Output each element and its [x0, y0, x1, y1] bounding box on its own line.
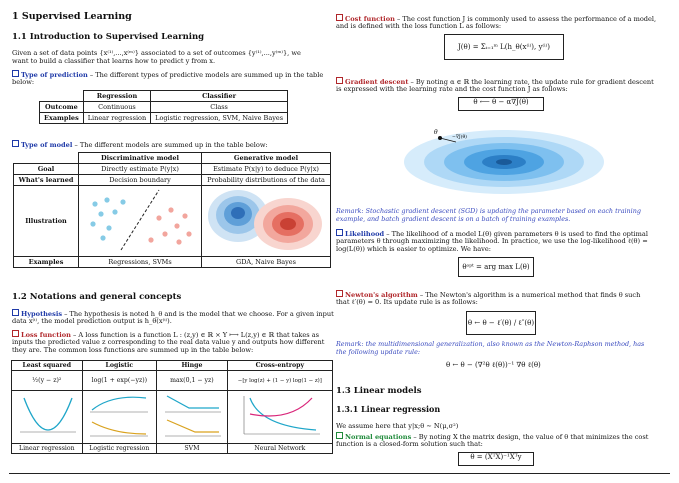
table-cell: Class [151, 102, 288, 113]
prediction-paragraph: Type of prediction – The different types of predictive models are summed up in the table [12, 70, 323, 79]
row-label: Examples [14, 257, 79, 268]
hypothesis-line-2: data x⁽ⁱ⁾, the model prediction output is h_θ(x⁽ⁱ⁾). [12, 317, 172, 325]
model-keyword: Type of model [12, 141, 72, 149]
table-cell: Regressions, SVMs [79, 257, 202, 268]
row-label: What's learned [14, 175, 79, 186]
likelihood-equation: θᵒᵖᵗ = arg max L(θ) [458, 257, 534, 277]
table-header: Classifier [151, 91, 288, 102]
theta-label: θ [434, 129, 438, 136]
loss-line-2: inputs the predicted value z corresponding to the real data value y and outputs how different [12, 338, 325, 346]
newton-remark-line-2: the following update rule: [336, 348, 421, 356]
table-cell: Estimate P(x|y) to deduce P(y|x) [202, 164, 331, 175]
row-label: Illustration [14, 186, 79, 257]
table-cell: Continuous [83, 102, 150, 113]
table-header: Discriminative model [79, 153, 202, 164]
cost-paragraph: Cost function – The cost function J is commonly used to assess the performance of a model, [336, 14, 656, 23]
subsection-title: 1.1 Introduction to Supervised Learning [12, 32, 205, 42]
model-paragraph: Type of model – The different models are summed up in the table below: [12, 140, 268, 149]
intro-line-1: Given a set of data points {x⁽¹⁾,...,x⁽ᵐ⁾} associated to a set of outcomes {y⁽¹⁾,...,y⁽ᵐ⁾}, we [12, 49, 301, 57]
logistic-plot [84, 392, 154, 440]
logistic-plot-cell [82, 391, 157, 444]
newton-line-2: that ℓ′(θ) = 0. Its update rule is as follows: [336, 298, 478, 306]
footer-rule [9, 473, 670, 474]
formula-cell: max(0,1 − yz) [157, 371, 228, 391]
loss-keyword: Loss function [12, 331, 71, 339]
newton-equation: θ ← θ − ℓ′(θ) / ℓ″(θ) [466, 311, 536, 335]
row-label: Examples [40, 113, 84, 124]
normal-equation: θ = (XᵀX)⁻¹Xᵀy [458, 452, 534, 466]
class-a-points [90, 197, 125, 240]
row-label: Outcome [40, 102, 84, 113]
hinge-plot-cell [157, 391, 228, 444]
table-header: Regression [83, 91, 150, 102]
normal-equations-paragraph: Normal equations – By noting X the matrix design, the value of θ that minimizes the cost [336, 432, 648, 441]
loss-table [11, 360, 333, 454]
model-table [13, 152, 331, 268]
red-distribution [254, 198, 322, 250]
hypothesis-paragraph: Hypothesis – The hypothesis is noted h_θ and is the model that we choose. For a given input [12, 309, 334, 318]
discriminative-illustration [79, 186, 202, 257]
table-cell: GDA, Naive Bayes [202, 257, 331, 268]
model-name-cell: Logistic regression [82, 444, 157, 454]
prediction-table [39, 90, 288, 124]
table-header: Hinge [157, 361, 228, 371]
newton-raphson-equation: θ ← θ − (∇²θ ℓ(θ))⁻¹ ∇θ ℓ(θ) [446, 361, 541, 369]
gradient-equation: θ ⟵ θ − α∇J(θ) [458, 97, 544, 111]
gradient-descent-illustration [396, 118, 616, 198]
model-name-cell: Linear regression [12, 444, 83, 454]
row-label: Goal [14, 164, 79, 175]
table-header: Cross-entropy [227, 361, 332, 371]
table-cell: Probability distributions of the data [202, 175, 331, 186]
table-cell: Logistic regression, SVM, Naive Bayes [151, 113, 288, 124]
cross-entropy-plot [230, 392, 330, 440]
model-name-cell: Neural Network [227, 444, 332, 454]
likelihood-keyword: Likelihood [336, 230, 384, 238]
cost-equation: J(θ) = Σᵢ₌₁ᵐ L(h_θ(x⁽ⁱ⁾), y⁽ⁱ⁾) [444, 34, 564, 60]
newton-keyword: Newton's algorithm [336, 291, 418, 299]
table-header: Generative model [202, 153, 331, 164]
formula-cell: log(1 + exp(−yz)) [82, 371, 157, 391]
formula-cell: ½(y − z)² [12, 371, 83, 391]
loss-paragraph: Loss function – A loss function is a function L : (z,y) ∈ ℝ × Y ⟼ L(z,y) ∈ ℝ that takes as [12, 330, 319, 339]
likelihood-line-2: parameters θ through maximizing the likelihood. In practice, we use the log-likelihood ℓ(θ) = [336, 237, 648, 245]
generative-illustration [202, 186, 331, 257]
cost-keyword: Cost function [336, 15, 395, 23]
subsection-title: 1.2 Notations and general concepts [12, 292, 182, 302]
decision-boundary-plot [81, 188, 199, 252]
least-squared-plot-cell [12, 391, 83, 444]
normal-equations-line-2: function is a closed-form solution such that: [336, 440, 483, 448]
likelihood-paragraph: Likelihood – The likelihood of a model L(θ) given parameters θ is used to find the optimal [336, 229, 648, 238]
gradient-label: −∇J(θ) [452, 135, 467, 140]
formula-cell: −[y log(z) + (1 − y) log(1 − z)] [227, 371, 332, 391]
gradient-paragraph: Gradient descent – By noting α ∈ ℝ the learning rate, the update rule for gradient descent [336, 77, 654, 86]
distributions-plot [204, 188, 328, 252]
loss-line-3: they are. The common loss functions are summed up in the table below: [12, 346, 254, 354]
newton-paragraph: Newton's algorithm – The Newton's algorithm is a numerical method that finds θ such [336, 290, 640, 299]
subsection-title: 1.3 Linear models [336, 386, 422, 396]
table-cell: Decision boundary [79, 175, 202, 186]
linreg-assumption: We assume here that y|x;θ ∼ N(μ,σ²) [336, 422, 459, 430]
least-squared-plot [14, 392, 80, 440]
table-header: Logistic [82, 361, 157, 371]
table-cell: Directly estimate P(y|x) [79, 164, 202, 175]
table-header: Least squared [12, 361, 83, 371]
gradient-keyword: Gradient descent [336, 78, 408, 86]
class-b-points [148, 207, 191, 244]
likelihood-line-3: log(L(θ)) which is easier to optimize. We have: [336, 245, 491, 253]
gradient-line-2: is expressed with the learning rate and the cost function J as follows: [336, 85, 568, 93]
intro-line-2: want to build a classifier that learns how to predict y from x. [12, 57, 216, 65]
normal-equations-keyword: Normal equations [336, 433, 411, 441]
section-title: 1 Supervised Learning [12, 11, 132, 22]
model-name-cell: SVM [157, 444, 228, 454]
sgd-remark-line-2: example, and batch gradient descent is on a batch of training examples. [336, 215, 571, 223]
cross-entropy-plot-cell [227, 391, 332, 444]
newton-remark-line-1: Remark: the multidimensional generalization, also known as the Newton-Raphson method, has [336, 340, 645, 348]
table-corner [14, 153, 79, 164]
subsubsection-title: 1.3.1 Linear regression [336, 404, 441, 414]
prediction-keyword: Type of prediction [12, 71, 88, 79]
hinge-plot [159, 392, 225, 440]
cost-line-2: and is defined with the loss function L as follows: [336, 22, 502, 30]
table-corner [40, 91, 84, 102]
prediction-line-2: below: [12, 78, 35, 86]
hypothesis-keyword: Hypothesis [12, 310, 62, 318]
sgd-remark-line-1: Remark: Stochastic gradient descent (SGD) is updating the parameter based on each training [336, 207, 641, 215]
table-cell: Linear regression [83, 113, 150, 124]
